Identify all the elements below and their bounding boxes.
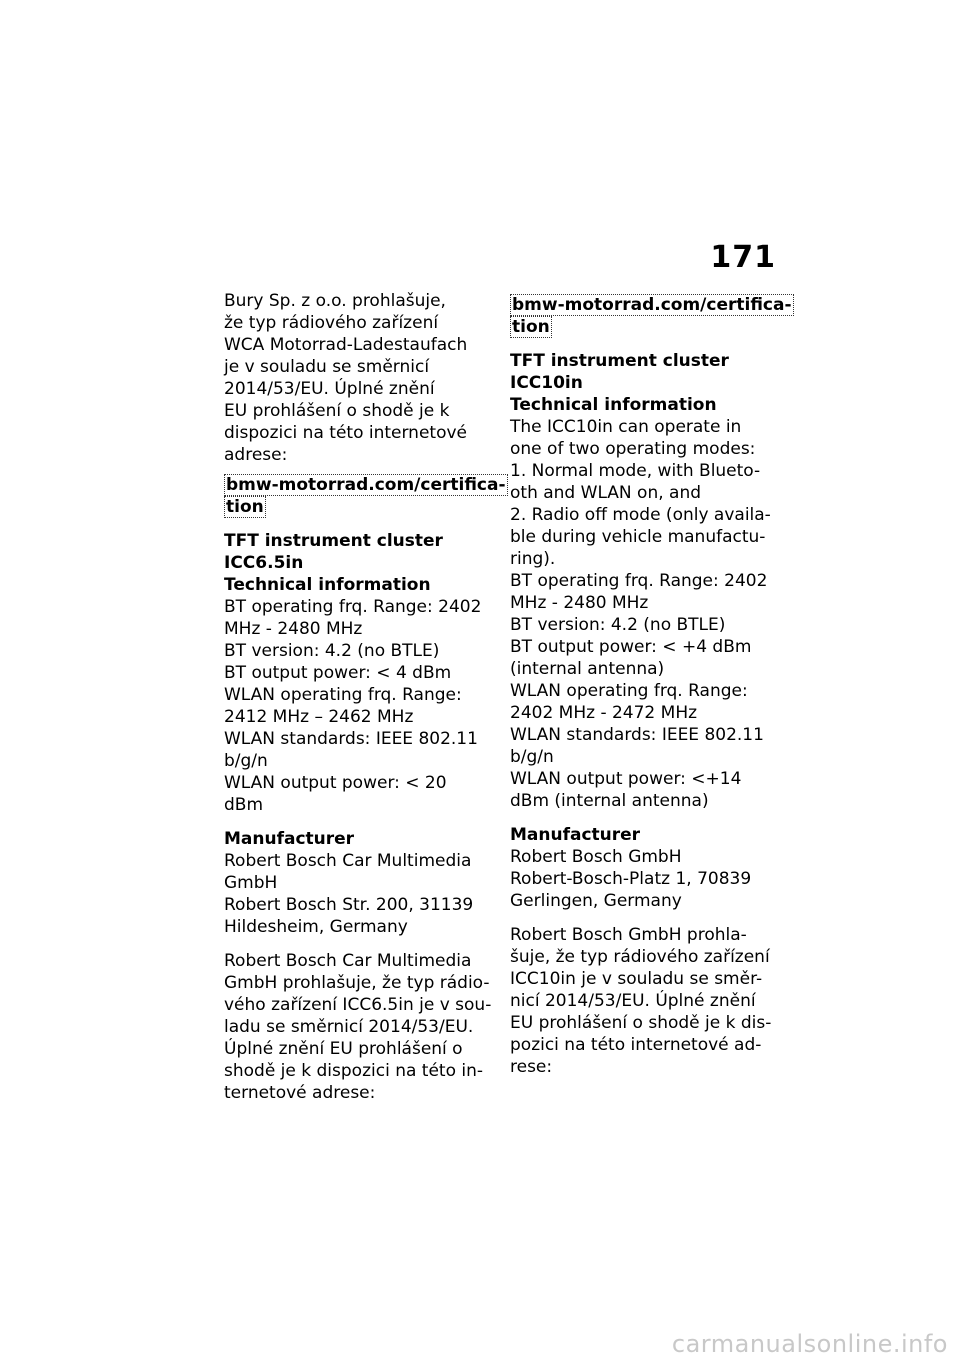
text-line: ladu se směrnicí 2014/53/EU. [224, 1017, 474, 1037]
text-line: Robert Bosch GmbH prohla- [510, 925, 747, 945]
text-line: 2014/53/EU. Úplné znění [224, 379, 435, 399]
text-line: EU prohlášení o shodě je k [224, 401, 450, 421]
text-line: Bury Sp. z o.o. prohlašuje, [224, 291, 446, 311]
text-line: ternetové adrese: [224, 1083, 376, 1103]
right-column [510, 294, 792, 1078]
text-line: je v souladu se směrnicí [224, 357, 430, 377]
text-line: adrese: [224, 445, 288, 465]
text-line: MHz - 2480 MHz [510, 593, 649, 613]
text-line: one of two operating modes: [510, 439, 756, 459]
text-line: 1. Normal mode, with Blueto- [510, 461, 761, 481]
text-line: TFT instrument cluster [224, 531, 443, 551]
text-line: dispozici na této internetové [224, 423, 468, 443]
certification-link[interactable] [224, 474, 506, 518]
link-line[interactable] [224, 474, 506, 496]
manufacturer-heading-text: Manufacturer [510, 825, 641, 845]
text-line: Technical information [224, 575, 431, 595]
manufacturer-address [224, 850, 492, 938]
link-text[interactable]: tion [226, 497, 264, 517]
manufacturer-heading [224, 828, 492, 850]
page-number: 171 [710, 240, 776, 275]
certification-link[interactable] [510, 294, 792, 338]
manufacturer-heading [510, 824, 778, 846]
text-line: BT version: 4.2 (no BTLE) [510, 615, 726, 635]
text-line: WLAN standards: IEEE 802.11 [224, 729, 478, 749]
text-line: WLAN operating frq. Range: [224, 685, 462, 705]
text-line: TFT instrument cluster [510, 351, 729, 371]
text-line: GmbH [224, 873, 278, 893]
text-line: BT operating frq. Range: 2402 [510, 571, 768, 591]
text-line: WCA Motorrad-Ladestaufach [224, 335, 468, 355]
link-line[interactable] [510, 316, 778, 338]
link-line[interactable] [510, 294, 792, 316]
text-line: WLAN operating frq. Range: [510, 681, 748, 701]
text-line: 2. Radio off mode (only availa- [510, 505, 771, 525]
text-line: ble during vehicle manufactu- [510, 527, 766, 547]
left-column [224, 290, 506, 1104]
text-line: rese: [510, 1057, 553, 1077]
text-line: BT version: 4.2 (no BTLE) [224, 641, 440, 661]
text-line: Robert Bosch Car Multimedia [224, 951, 472, 971]
manufacturer-address [510, 846, 778, 912]
text-line: b/g/n [224, 751, 268, 771]
text-line: The ICC10in can operate in [510, 417, 742, 437]
text-line: že typ rádiového zařízení [224, 313, 439, 333]
technical-information [224, 596, 492, 816]
text-line: 2402 MHz - 2472 MHz [510, 703, 698, 723]
text-line: ICC10in [510, 373, 583, 393]
text-line: nicí 2014/53/EU. Úplné znění [510, 991, 756, 1011]
declaration-paragraph [510, 924, 778, 1078]
text-line: ring). [510, 549, 556, 569]
text-line: b/g/n [510, 747, 554, 767]
text-line: EU prohlášení o shodě je k dis- [510, 1013, 772, 1033]
text-line: BT output power: < +4 dBm [510, 637, 752, 657]
text-line: vého zařízení ICC6.5in je v sou- [224, 995, 492, 1015]
text-line: BT operating frq. Range: 2402 [224, 597, 482, 617]
text-line: Robert Bosch Str. 200, 31139 [224, 895, 474, 915]
text-line: GmbH prohlašuje, že typ rádio- [224, 973, 490, 993]
text-line: shodě je k dispozici na této in- [224, 1061, 484, 1081]
section-heading [510, 350, 778, 416]
text-line: Robert Bosch Car Multimedia [224, 851, 472, 871]
text-line: WLAN standards: IEEE 802.11 [510, 725, 764, 745]
declaration-paragraph [224, 950, 492, 1104]
text-line: BT output power: < 4 dBm [224, 663, 452, 683]
text-line: (internal antenna) [510, 659, 665, 679]
text-line: WLAN output power: <+14 [510, 769, 742, 789]
text-line: dBm (internal antenna) [510, 791, 709, 811]
intro-paragraph [224, 290, 492, 466]
manufacturer-heading-text: Manufacturer [224, 829, 355, 849]
link-line[interactable] [224, 496, 492, 518]
text-line: Hildesheim, Germany [224, 917, 408, 937]
text-line: pozici na této internetové ad- [510, 1035, 762, 1055]
text-line: ICC6.5in [224, 553, 304, 573]
link-text[interactable]: bmw-motorrad.com/certifica- [512, 295, 792, 315]
text-line: dBm [224, 795, 264, 815]
text-line: Úplné znění EU prohlášení o [224, 1039, 463, 1059]
watermark: carmanualsonline.info [671, 1330, 948, 1358]
text-line: Robert-Bosch-Platz 1, 70839 [510, 869, 752, 889]
link-text[interactable]: bmw-motorrad.com/certifica- [226, 475, 506, 495]
text-line: Gerlingen, Germany [510, 891, 682, 911]
text-line: Technical information [510, 395, 717, 415]
section-heading [224, 530, 492, 596]
text-line: ICC10in je v souladu se směr- [510, 969, 763, 989]
text-line: oth and WLAN on, and [510, 483, 702, 503]
text-line: Robert Bosch GmbH [510, 847, 682, 867]
text-line: šuje, že typ rádiového zařízení [510, 947, 770, 967]
text-line: WLAN output power: < 20 [224, 773, 447, 793]
link-text[interactable]: tion [512, 317, 550, 337]
text-line: MHz - 2480 MHz [224, 619, 363, 639]
text-line: 2412 MHz – 2462 MHz [224, 707, 414, 727]
technical-information [510, 416, 778, 812]
